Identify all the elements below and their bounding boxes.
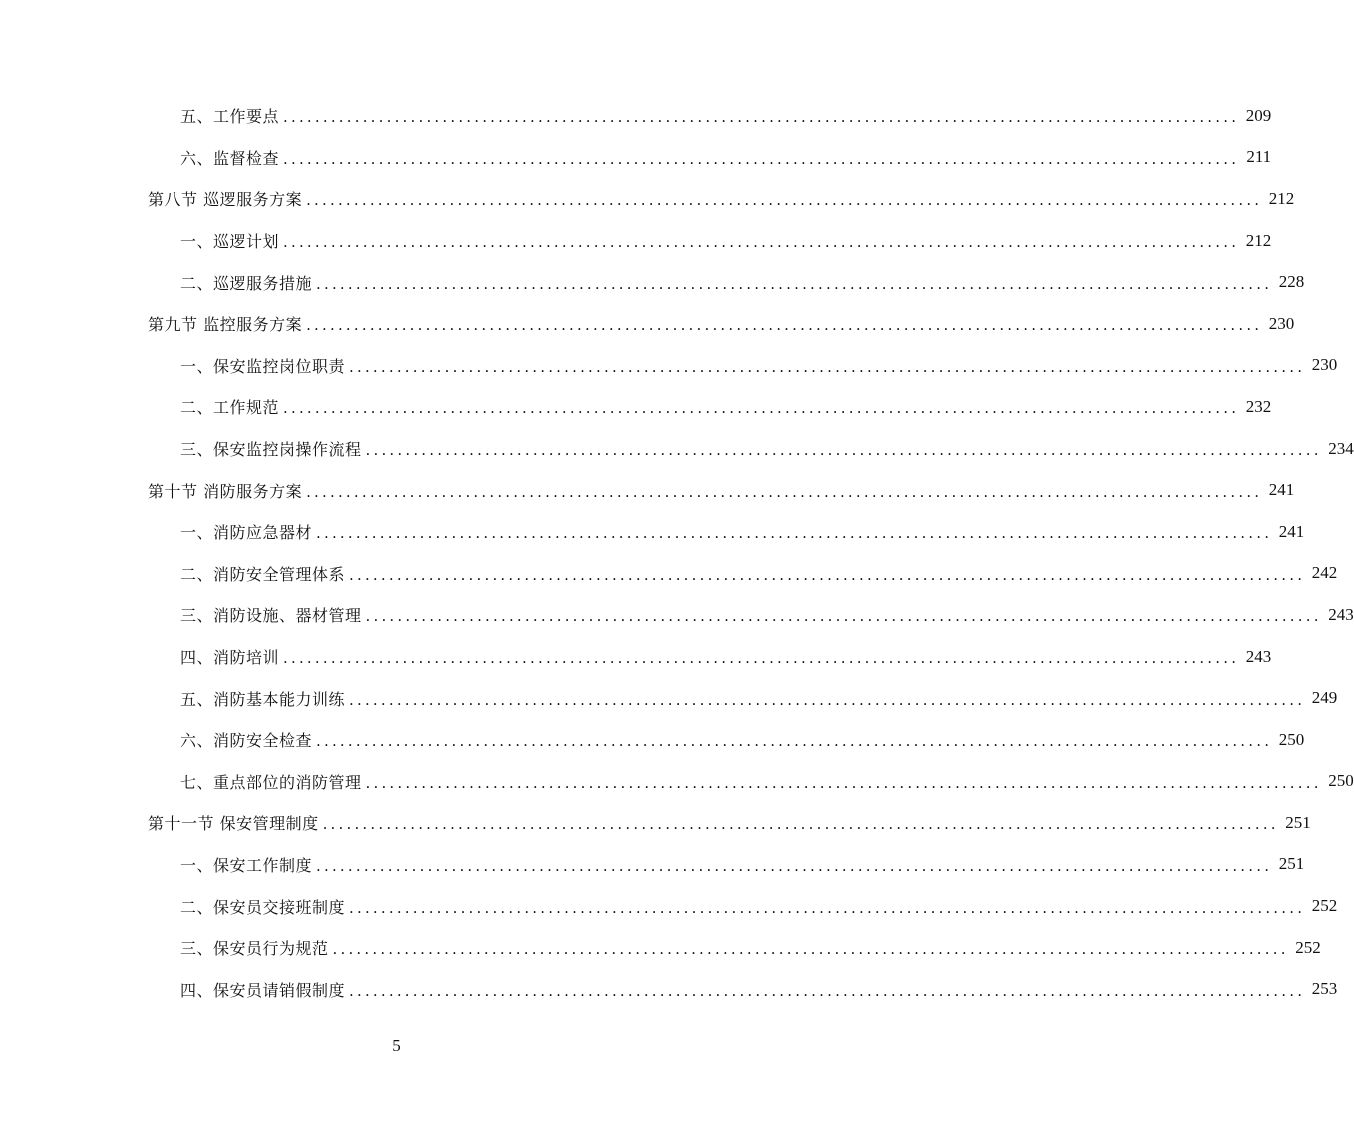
dot-leader: ........................................................................................................................ [316, 732, 1273, 751]
toc-entry-title: 一、巡逻计划 [180, 232, 280, 252]
dot-leader: ........................................................................................................................ [306, 316, 1263, 335]
toc-entry[interactable] [0, 844, 1305, 886]
toc-section-entry[interactable] [0, 178, 1295, 220]
toc-entry-title: 三、保安监控岗操作流程 [180, 440, 362, 460]
toc-entry-title: 二、巡逻服务措施 [180, 273, 313, 293]
toc-entry-title: 五、消防基本能力训练 [180, 689, 346, 709]
dot-leader: ........................................................................................................................ [283, 399, 1240, 418]
toc-entry-page: 230 [1268, 313, 1295, 333]
toc-entry[interactable] [0, 927, 1321, 969]
dot-leader: ........................................................................................................................ [316, 274, 1273, 293]
toc-entry-title: 四、保安员请销假制度 [180, 980, 346, 1000]
toc-section-entry[interactable] [0, 303, 1295, 345]
toc-entry-page: 241 [1268, 480, 1295, 500]
dot-leader: ........................................................................................................................ [322, 815, 1279, 834]
toc-entry-title: 三、消防设施、器材管理 [180, 606, 362, 626]
toc-entry-title: 二、工作规范 [180, 398, 280, 418]
toc-entry-title: 一、消防应急器材 [180, 523, 313, 543]
toc-entry-page: 228 [1278, 272, 1305, 292]
toc-entry-title: 六、消防安全检查 [180, 731, 313, 751]
toc-entry[interactable] [0, 345, 1338, 387]
dot-leader: ........................................................................................................................ [349, 690, 1306, 709]
dot-leader: ........................................................................................................................ [349, 565, 1306, 584]
toc-entry[interactable] [0, 95, 1272, 137]
toc-entry-page: 232 [1245, 396, 1272, 416]
toc-entry-page: 230 [1311, 355, 1338, 375]
toc-entry-title: 第八节 巡逻服务方案 [148, 190, 303, 210]
toc-entry[interactable] [0, 137, 1272, 179]
dot-leader: ........................................................................................................................ [306, 191, 1263, 210]
toc-entry-page: 251 [1285, 812, 1311, 832]
toc-entry-page: 243 [1245, 646, 1272, 666]
toc-entry[interactable] [0, 885, 1338, 927]
toc-entry[interactable] [0, 968, 1338, 1010]
dot-leader: ........................................................................................................................ [332, 940, 1289, 959]
toc-entry-page: 241 [1278, 521, 1305, 541]
toc-entry-page: 252 [1295, 937, 1321, 957]
toc-entry-title: 第十一节 保安管理制度 [148, 814, 319, 834]
toc-entry-page: 252 [1311, 896, 1338, 916]
dot-leader: ........................................................................................................................ [283, 149, 1240, 168]
toc-entry-title: 一、保安监控岗位职责 [180, 356, 346, 376]
dot-leader: ........................................................................................................................ [349, 898, 1306, 917]
toc-entry[interactable] [0, 511, 1305, 553]
toc-entry-page: 250 [1278, 729, 1305, 749]
toc-entry-title: 二、保安员交接班制度 [180, 897, 346, 917]
toc-entry-title: 第十节 消防服务方案 [148, 481, 303, 501]
dot-leader: ........................................................................................................................ [283, 108, 1240, 127]
toc-entry-title: 一、保安工作制度 [180, 855, 313, 875]
toc-section-entry[interactable] [0, 802, 1311, 844]
toc-entry[interactable] [0, 719, 1305, 761]
toc-entry-title: 二、消防安全管理体系 [180, 564, 346, 584]
toc-entry-title: 七、重点部位的消防管理 [180, 772, 362, 792]
toc-entry-page: 212 [1245, 230, 1272, 250]
dot-leader: ........................................................................................................................ [306, 482, 1263, 501]
dot-leader: ........................................................................................................................ [283, 649, 1240, 668]
toc-entry-page: 251 [1278, 854, 1305, 874]
toc-entry-page: 249 [1311, 688, 1338, 708]
toc-entry[interactable] [0, 677, 1338, 719]
toc-entry-page: 243 [1328, 604, 1354, 624]
toc-entry-page: 209 [1245, 105, 1272, 125]
dot-leader: ........................................................................................................................ [316, 524, 1273, 543]
toc-entry[interactable] [0, 428, 1354, 470]
dot-leader: ........................................................................................................................ [365, 441, 1322, 460]
toc-entry-title: 五、工作要点 [180, 107, 280, 127]
page-number: 5 [392, 1036, 401, 1055]
toc-entry-page: 212 [1268, 188, 1295, 208]
toc-entry[interactable] [0, 594, 1354, 636]
dot-leader: ........................................................................................................................ [365, 773, 1322, 792]
toc-section-entry[interactable] [0, 469, 1295, 511]
toc-entry-page: 234 [1328, 438, 1354, 458]
dot-leader: ........................................................................................................................ [365, 607, 1322, 626]
toc-entry-title: 三、保安员行为规范 [180, 939, 329, 959]
toc-entry-page: 250 [1328, 771, 1354, 791]
toc-entry[interactable] [0, 636, 1272, 678]
toc-entry[interactable] [0, 220, 1272, 262]
dot-leader: ........................................................................................................................ [349, 357, 1306, 376]
toc-entry-title: 四、消防培训 [180, 648, 280, 668]
dot-leader: ........................................................................................................................ [349, 981, 1306, 1000]
toc-entry-title: 第九节 监控服务方案 [148, 315, 303, 335]
toc-entry[interactable] [0, 386, 1272, 428]
toc-entry[interactable] [0, 761, 1354, 803]
dot-leader: ........................................................................................................................ [316, 856, 1273, 875]
dot-leader: ........................................................................................................................ [283, 233, 1240, 252]
toc-entry-page: 253 [1311, 979, 1338, 999]
toc-entry-page: 211 [1246, 147, 1272, 167]
table-of-contents [0, 95, 1354, 1010]
toc-entry-page: 242 [1311, 563, 1338, 583]
toc-entry[interactable] [0, 261, 1305, 303]
toc-entry[interactable] [0, 553, 1338, 595]
toc-entry-title: 六、监督检查 [180, 148, 280, 168]
